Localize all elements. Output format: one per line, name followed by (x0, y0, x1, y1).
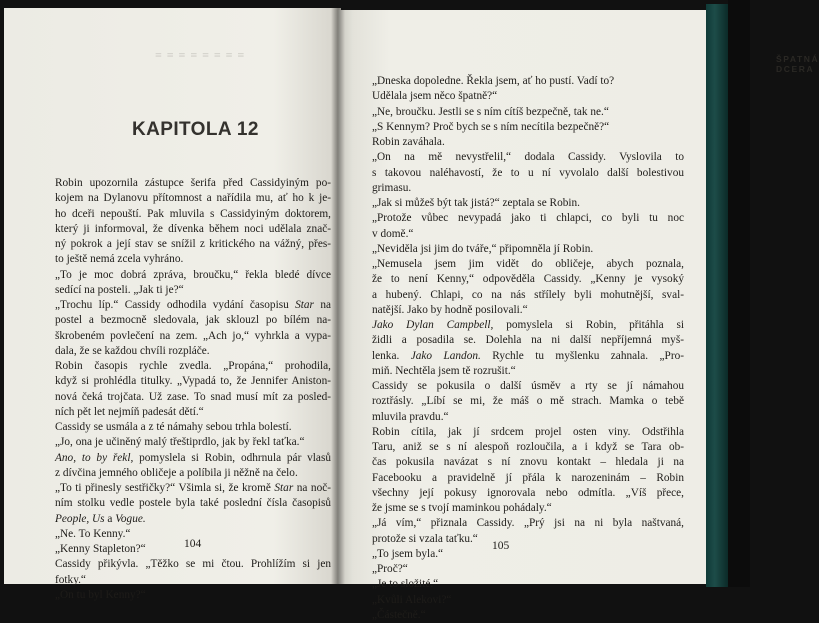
book-cover-edge (706, 4, 728, 587)
text-line (372, 547, 684, 562)
text-line (372, 303, 684, 318)
line-text: protože si vzala taťku.“ (372, 532, 478, 545)
running-head: ŠPATNÁ DCERA (776, 54, 819, 74)
text-line (55, 390, 331, 405)
text-line (372, 410, 684, 425)
text-line (372, 257, 684, 272)
text-line (55, 557, 331, 572)
line-text: „Neviděla jsi jim do tváře,“ připomněla jí Robin. (372, 242, 594, 255)
text-line (372, 425, 684, 440)
text-line (372, 577, 684, 592)
line-text: pomyslela si Robin, přitáhla si (493, 319, 684, 331)
line-text: Rychle tu myšlenku zahnala. „Pro- (480, 349, 684, 362)
text-line (55, 359, 331, 374)
line-text: „Je to složité.“ (372, 578, 439, 591)
line-text: Robin zaváhala. (372, 136, 445, 148)
text-line (372, 379, 684, 394)
text-line (372, 501, 684, 516)
text-line (372, 455, 684, 470)
line-text: mluvila pravdu.“ (372, 410, 449, 423)
text-line (55, 512, 331, 527)
line-text: škrobeném povlečení na zem. „Ach jo,“ vyhrkla a vypa- (55, 329, 331, 342)
text-line (372, 227, 684, 242)
line-text: „Proč?“ (372, 563, 408, 575)
line-text: roztřásly. „Líbí se mi, že máš o mě strach. Mamka o tebě (372, 395, 684, 408)
line-text: „Protože vůbec nevypadá jako ti chlapci, co byli tu noc (372, 212, 684, 225)
line-text: Robin upozornila zástupce šerifa před Cassidyiným po- (55, 177, 331, 189)
text-line (55, 481, 331, 496)
text-line (372, 105, 684, 120)
text-line (55, 588, 331, 603)
line-text: pomyslela si Robin, odhrnula pár vlasů (133, 451, 331, 464)
line-text: „Částečně.“ (372, 608, 426, 621)
text-line (372, 196, 684, 211)
line-text: z dívčina jemného obličeje a políbila ji něžně na čelo. (55, 466, 298, 479)
line-text: dala, že se každou chvíli rozpláče. (55, 344, 210, 357)
line-text: postel a bezmocně sledovala, jak sklouzl po bílém na- (55, 314, 331, 327)
text-line (372, 333, 684, 348)
chapter-heading: KAPITOLA 12 (132, 119, 259, 140)
text-line (372, 532, 684, 547)
text-line (55, 405, 331, 420)
text-line (372, 593, 684, 608)
left-page (4, 8, 341, 601)
italic-text: Jako Dylan Campbell, (372, 319, 494, 331)
right-page (338, 10, 819, 621)
line-text: „To ti přinesly sestřičky?“ Všimla si, že kromě (55, 482, 275, 494)
line-text: „Ne. To Kenny.“ (55, 527, 131, 540)
text-line (372, 318, 684, 333)
text-line (372, 181, 684, 196)
line-text: Robin časopis rychle zvedla. „Propána,“ prohodila, (55, 360, 331, 372)
text-line (55, 374, 331, 389)
text-line (372, 288, 684, 303)
text-line (372, 471, 684, 486)
line-text: „Kvůli Alekovi?“ (372, 593, 452, 606)
line-text: natější. Jako by hodně posilovali.“ (372, 303, 528, 316)
line-text: ho dceři nepouští. Pak mluvila s Cassidyiným doktorem, (55, 207, 331, 220)
text-line (55, 435, 331, 450)
text-line (55, 298, 331, 313)
line-text: lenka. (372, 349, 411, 362)
text-line (372, 150, 684, 165)
line-text: že jsme se s tvojí maminkou pohádaly.“ (372, 502, 552, 514)
line-text: kojem na Dylanovu přítomnost a nařídila mu, ať ho k je- (55, 192, 331, 205)
line-text: na (313, 299, 331, 311)
text-line (372, 89, 684, 104)
line-text: ních pět let nejmíň padesát dětí.“ (55, 405, 204, 418)
text-line (55, 207, 331, 222)
line-text: a hubený. Chlapi, co na nás střílely byli mohutnější, sval- (372, 288, 684, 301)
text-line (55, 237, 331, 252)
line-text: Udělala jsem něco špatně?“ (372, 90, 498, 103)
text-line (372, 394, 684, 409)
show-through-text: ≡ ≡ ≡ ≡ ≡ ≡ ≡ ≡ (154, 48, 245, 62)
italic-text: Star (295, 299, 314, 311)
italic-text: Vogue. (115, 512, 146, 525)
line-text: nová čeká trojčata. Už zase. To snad musí mít za posled- (55, 390, 331, 403)
text-line (55, 420, 331, 435)
text-line (372, 242, 684, 257)
line-text: když si prohlédla titulky. „Vypadá to, že Jennifer Aniston- (55, 375, 331, 388)
text-line (55, 329, 331, 344)
text-line (372, 166, 684, 181)
italic-text: People, Us (55, 512, 105, 525)
text-line (372, 562, 684, 577)
text-line (55, 451, 331, 466)
line-text: a (104, 512, 116, 525)
line-text: to ještě nemá zcela vyhráno. (55, 253, 184, 266)
line-text: Cassidy se usmála a z té námahy sebou trhla bolestí. (55, 421, 292, 433)
book-gutter (331, 8, 345, 584)
line-text: Taru, aniž se s ní alespoň rozloučila, a i když se Tara ob- (372, 441, 684, 453)
line-text: miň. Nechtěla jsem tě rozrušit.“ (372, 364, 516, 377)
text-line (55, 252, 331, 267)
line-text: „Ne, broučku. Jestli se s ním cítíš bezpečně, tak ne.“ (372, 105, 609, 118)
line-text: „Dneska dopoledne. Řekla jsem, ať ho pustí. Vadí to? (372, 75, 615, 87)
line-text: „Trochu líp.“ Cassidy odhodila vydání časopisu (55, 299, 296, 311)
italic-text: Jako Landon. (410, 349, 481, 362)
text-line (372, 120, 684, 135)
line-text: Cassidy se pokusila o další úsměv a rty se jí námahou (372, 380, 684, 392)
text-line (372, 608, 684, 623)
line-text: s takovou naléhavostí, že to u ní vyvolalo další bolestivou (372, 166, 684, 179)
text-line (55, 222, 331, 237)
text-line (55, 344, 331, 359)
line-text: fotky.“ (55, 573, 86, 586)
text-line (372, 211, 684, 226)
text-line (55, 466, 331, 481)
text-line (372, 272, 684, 287)
text-line (372, 516, 684, 531)
text-line (55, 313, 331, 328)
right-body-text (372, 74, 684, 623)
line-text: „To jsem byla.“ (372, 547, 444, 560)
line-text: na noč- (293, 482, 331, 494)
right-page-number: 105 (492, 540, 510, 552)
text-line (55, 176, 331, 191)
text-line (55, 191, 331, 206)
line-text: ním stolku vedle postele byla také poslední čísla časopisů (55, 497, 331, 510)
line-text: „Jo, ona je učiněný malý třeštiprdlo, jak by řekl taťka.“ (55, 436, 305, 449)
italic-text: Star (274, 482, 294, 494)
line-text: „Kenny Stapleton?“ (55, 543, 146, 555)
text-line (372, 135, 684, 150)
line-text: „Jak si můžeš být tak jistá?“ zeptala se Robin. (372, 197, 580, 209)
line-text: všechny její pokusy ignorovala nebo odmítla. „Víš přece, (372, 486, 684, 499)
text-line (372, 349, 684, 364)
line-text: grimasu. (372, 181, 412, 194)
line-text: „To je moc dobrá zpráva, broučku,“ řekla bledé dívce (55, 268, 331, 281)
line-text: „On na mě nevystřelil,“ dodala Cassidy. Vyslovila to (372, 151, 684, 164)
text-line (372, 74, 684, 89)
line-text: Robin cítila, jak jí srdcem projel osten viny. Odstřihla (372, 425, 684, 438)
line-text: že to není Kenny,“ odpověděla Cassidy. „Kenny je vysoký (372, 273, 684, 286)
text-line (55, 496, 331, 511)
text-line (372, 440, 684, 455)
line-text: židli a posadila se. Dolehla na ni další nepříjemná myš- (372, 334, 684, 347)
line-text: v domě.“ (372, 227, 414, 240)
line-text: který ji informoval, že dívenka během noci udělala znač- (55, 222, 331, 235)
line-text: „Já vím,“ přiznala Cassidy. „Prý jsi na ni byla naštvaná, (372, 517, 684, 530)
left-page-number: 104 (184, 538, 202, 550)
line-text: sedící na posteli. „Jak ti je?“ (55, 283, 184, 296)
italic-text: Ano, to by řekl, (55, 451, 134, 464)
text-line (55, 573, 331, 588)
line-text: Cassidy přikývla. „Těžko se mi čtou. Prohlížím si jen (55, 558, 331, 571)
text-line (55, 268, 331, 283)
line-text: „Nemusela jsem jim vidět do obličeje, abych poznala, (372, 258, 684, 270)
line-text: Facebooku a pravidelně jí přála k narozeninám – Robin (372, 471, 684, 484)
line-text: „S Kennym? Proč bych se s ním necítila bezpečně?“ (372, 120, 610, 133)
line-text: ný pokrok a její stav se snížil z kritického na vážný, přes- (55, 238, 331, 250)
text-line (372, 486, 684, 501)
text-line (372, 364, 684, 379)
line-text: čas pokusila navázat s ní znovu kontakt – hledala ji na (372, 456, 684, 469)
line-text: „On tu byl Kenny?“ (55, 588, 146, 601)
text-line (55, 283, 331, 298)
background-edge (728, 0, 750, 587)
